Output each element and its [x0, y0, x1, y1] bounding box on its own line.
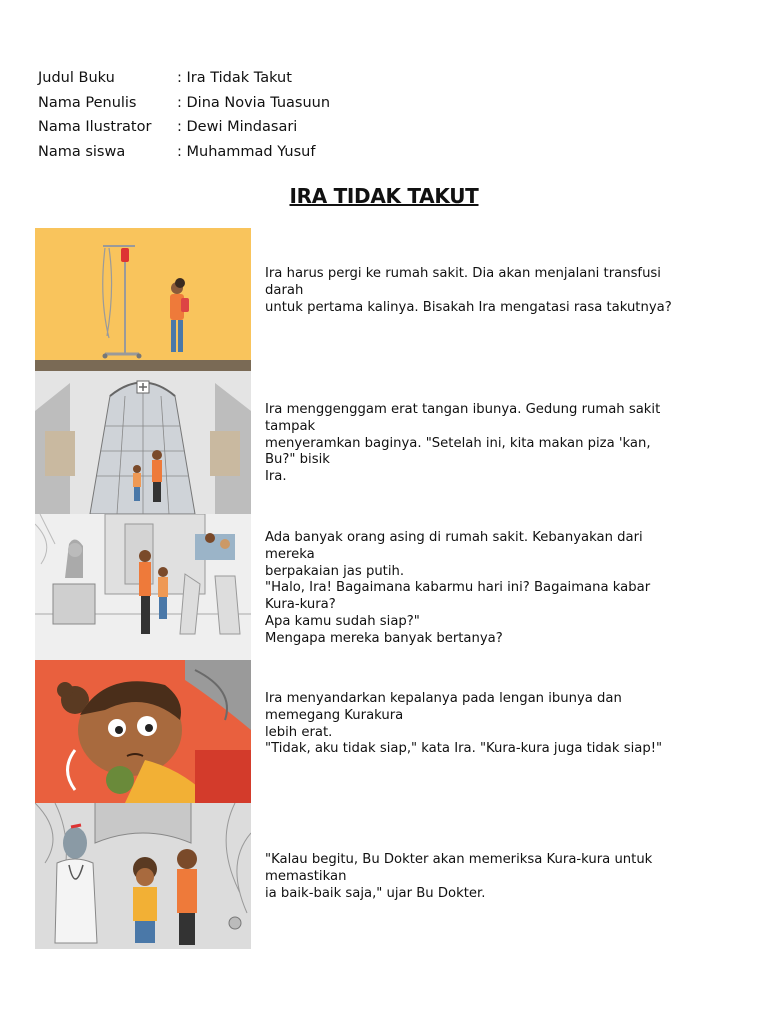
panel-text: Ira menggenggam erat tangan ibunya. Gedung rumah sakit tampak menyeramkan baginya. "Setelah ini, kita makan piza 'kan, Bu?" bisik Ira.: [265, 402, 661, 485]
illustration-hospital-lobby: [35, 514, 251, 660]
book-info-row: [38, 66, 330, 91]
story-title: IRA TIDAK TAKUT: [289, 184, 479, 208]
book-info-value: : Dewi Mindasari: [177, 119, 298, 135]
book-info: [38, 66, 330, 164]
book-info-row: [38, 140, 330, 165]
panel-text: Ira menyandarkan kepalanya pada lengan ibunya dan memegang Kurakura lebih erat. "Tidak, aku tidak siap," kata Ira. "Kura-kura juga tidak siap!": [265, 691, 663, 757]
illustration-hospital-building: [35, 371, 251, 514]
book-info-value: : Muhammad Yusuf: [177, 143, 316, 160]
illustration-doctor-visit: [35, 803, 251, 949]
panel-text: Ira harus pergi ke rumah sakit. Dia akan menjalani transfusi darah untuk pertama kalinya. Bisakah Ira mengatasi rasa takutnya?: [265, 266, 672, 315]
book-info-row: [38, 91, 330, 116]
illustration-iv-drip: [35, 228, 251, 371]
book-info-row: [38, 115, 330, 140]
panel-text: "Kalau begitu, Bu Dokter akan memeriksa Kura-kura untuk memastikan ia baik-baik saja," ujar Bu Dokter.: [265, 852, 653, 901]
book-info-label: Judul Buku: [38, 70, 115, 86]
illustration-ira-close-up: [35, 660, 251, 803]
book-info-value: : Ira Tidak Takut: [177, 70, 292, 86]
book-info-label: Nama Penulis: [38, 94, 137, 111]
book-info-label: Nama siswa: [38, 143, 126, 160]
book-info-value: : Dina Novia Tuasuun: [177, 94, 331, 111]
book-info-label: Nama Ilustrator: [38, 119, 152, 135]
panel-text: Ada banyak orang asing di rumah sakit. Kebanyakan dari mereka berpakaian jas putih. "Halo, Ira! Bagaimana kabarmu hari ini? Bagaimana kabar Kura-kura? Apa kamu sudah siap?" Mengapa mereka banyak bertanya?: [265, 530, 651, 646]
